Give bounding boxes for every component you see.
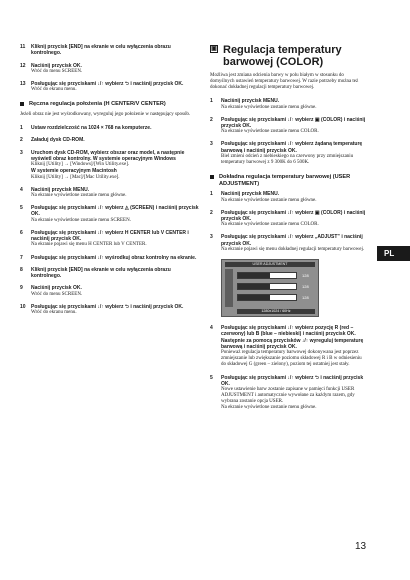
step-description: Na ekranie wyświetlone zostanie menu COLOR. (221, 222, 319, 228)
right-column (210, 44, 366, 418)
osd-level-bar (237, 283, 297, 290)
step-description: Wróć do menu SCREEN. (31, 291, 83, 297)
step-instruction: Kliknij przycisk [END] na ekranie w celu wyłączenia obrazu kontrolnego. (31, 266, 171, 280)
step-instruction: Uruchom dysk CD-ROM, wybierz obszar oraz model, a następnie wyświetl obraz kontrolny. W systemie operacyjnym Windows (31, 149, 185, 162)
step-description: Wróć do menu SCREEN. (31, 68, 83, 74)
step-instruction: Naciśnij przycisk MENU. (31, 186, 90, 193)
steps-list (20, 125, 202, 316)
section-intro: Możliwa jest zmiana odcienia barwy w polu białym w stosunku do domyślnych ustawień temperatury barwowej. W razie potrzeby można też dokonać dokładnej regulacji temperatury barwowej. (210, 73, 359, 91)
step-instruction: Posługując się przyciskami ↓/↑ wybierz ⮌ i naciśnij przycisk OK. (221, 374, 364, 387)
bullet-square-icon (210, 175, 214, 179)
step-number: 8 (20, 266, 23, 273)
steps-list (210, 325, 366, 411)
step-item (20, 187, 202, 199)
step-instruction: Posługując się przyciskami ↓/↑ wyśrodkuj obraz kontrolny na ekranie. (31, 254, 197, 261)
step-number: 2 (210, 116, 213, 123)
step-description: Na ekranie wyświetlone zostanie menu główne. (31, 193, 127, 199)
step-number: 4 (210, 325, 213, 332)
step-number: 5 (20, 205, 23, 212)
step-number: 12 (20, 62, 26, 69)
step-instruction: Posługując się przyciskami ↓/↑ wybierz H CENTER lub V CENTER i naciśnij przycisk OK. (31, 229, 189, 243)
step-item (20, 205, 202, 224)
color-icon: ▣ (211, 46, 217, 52)
step-instruction: Posługując się przyciskami ↓/↑ wybierz ⮌ i naciśnij przycisk OK. (31, 303, 184, 310)
step-number: 1 (210, 191, 213, 198)
step-number: 1 (20, 125, 23, 132)
step-number: 2 (20, 137, 23, 144)
step-instruction: Posługując się przyciskami ↓/↑ wybierz ▣ (COLOR) i naciśnij przycisk OK. (221, 116, 366, 129)
step-instruction: Ustaw rozdzielczość na 1024 × 768 na komputerze. (31, 125, 152, 132)
left-column (20, 44, 202, 322)
step-instruction: Kliknij przycisk [END] na ekranie w celu wyłączenia obrazu kontrolnego. (31, 44, 171, 57)
step-item (210, 98, 366, 110)
section-heading-adjust: Dokładna regulacja temperatury barwowej (USER ADJUSTMENT) (210, 174, 366, 187)
step-item (210, 210, 366, 229)
step-description: Na ekranie pojawi się menu dokładnej regulacji temperatury barwowej. (221, 247, 365, 252)
step-number: 4 (20, 186, 23, 193)
step-item (20, 137, 202, 143)
steps-list (210, 98, 366, 166)
step-description: Na ekranie wyświetlone zostanie menu główne. (221, 405, 317, 411)
step-item (20, 255, 202, 261)
step-instruction: Naciśnij przycisk MENU. (221, 191, 280, 198)
step-item (20, 44, 202, 57)
osd-header: USER ADJUSTMENT (225, 262, 315, 267)
step-instruction: Posługując się przyciskami ↓/↑ wybierz żądaną temperaturę barwową i naciśnij przycisk OK. (221, 141, 363, 154)
step-description: Biel zmieni odcień z niebieskiego na czerwony przy zmniejszaniu temperatury barwowej z 9 300K do 6 500K. (221, 153, 354, 166)
steps-list (210, 191, 366, 253)
step-item (20, 304, 202, 316)
osd-level-value: 128 (302, 273, 309, 279)
step-item (210, 375, 366, 412)
step-item (210, 234, 366, 253)
osd-level-fill (238, 273, 270, 278)
step-description: Na ekranie pojawi się menu H CENTER lub V CENTER. (31, 242, 147, 248)
step-instruction: Posługując się przyciskami ↓/↑ wybierz „ADJUST” i naciśnij przycisk OK. (221, 234, 363, 247)
step-instruction: Posługując się przyciskami ↓/↑ wybierz pozycję R (red – czerwony) lub B (blue – niebieski) i naciśnij przycisk OK. Następnie za pomocą przycisków ↓/↑ wyreguluj temperaturę barwową i naciśnij przycisk OK. (221, 325, 364, 350)
step-number: 5 (210, 374, 213, 381)
step-number: 1 (210, 98, 213, 105)
step-number: 9 (20, 285, 23, 292)
step-description: Wróć do ekranu menu. (31, 87, 77, 93)
page-number: 13 (355, 541, 367, 552)
step-number: 13 (20, 80, 26, 87)
section-heading-hv: Ręczna regulacja położenia (H CENTER/V CENTER) (20, 101, 202, 108)
step-number: 2 (210, 209, 213, 216)
step-instruction: Załaduj dysk CD-ROM. (31, 137, 85, 144)
step-instruction: Posługując się przyciskami ↓/↑ wybierz ▣ (COLOR) i naciśnij przycisk OK. (221, 209, 366, 223)
step-item (210, 117, 366, 136)
osd-menu-screenshot (221, 259, 319, 317)
osd-level-bar (237, 294, 297, 301)
step-number: 6 (20, 229, 23, 236)
step-number: 3 (20, 149, 23, 156)
step-description: Kliknij [Utility] → [Mac]/[Mac Utility.exe]. (31, 174, 120, 180)
step-number: 11 (20, 44, 26, 50)
step-description: Na ekranie wyświetlone zostanie menu SCREEN. (31, 217, 131, 223)
osd-level-value: 128 (302, 295, 309, 301)
step-item (20, 150, 202, 181)
step-instruction: Posługując się przyciskami ↓/↑ wybierz ◬ (SCREEN) i naciśnij przycisk OK. (31, 205, 199, 218)
step-description: Na ekranie wyświetlone zostanie menu główne. (221, 197, 317, 203)
step-item (20, 63, 202, 75)
osd-sidebar (225, 269, 233, 307)
step-instruction: W systemie operacyjnym Macintosh (31, 168, 117, 175)
step-description: Wróć do ekranu menu. (31, 310, 77, 316)
step-instruction: Naciśnij przycisk MENU. (221, 98, 280, 105)
osd-resolution: 1280x1024 / 60Hz (237, 309, 315, 314)
step-description: Kliknij [Utility] → [Windows]/[Win Utility.exe]. (31, 162, 130, 168)
step-description: Ponieważ regulacja temperatury barwowej dokonywana jest poprzez zmniejszanie lub zwiększanie poziomu składowej R i B w odniesieniu do składowej G (green – zielony), poziom tej ostatniej jest stały. (221, 350, 362, 368)
step-number: 3 (210, 234, 213, 241)
step-item (20, 230, 202, 249)
osd-level-fill (238, 284, 270, 289)
step-item (210, 325, 366, 368)
step-instruction: Posługując się przyciskami ↓/↑ wybierz ⮌ i naciśnij przycisk OK. (31, 80, 184, 87)
step-description: Na ekranie wyświetlone zostanie menu COLOR. (221, 129, 319, 135)
step-instruction: Naciśnij przycisk OK. (31, 62, 82, 69)
step-description: Nowe ustawienie barw zostanie zapisane w pamięci funkcji USER ADJUSTMENT i automatycznie wywołane za każdym razem, gdy wybrana zostanie opcja USER. (221, 387, 355, 405)
osd-level-value: 128 (302, 284, 309, 290)
step-number: 3 (210, 141, 213, 148)
step-number: 10 (20, 303, 26, 310)
section-intro: Jeżeli obraz nie jest wyśrodkowany, wyreguluj jego położenie w następujący sposób. (20, 111, 191, 117)
bullet-square-icon (20, 102, 24, 106)
step-number: 7 (20, 254, 23, 261)
step-item (20, 81, 202, 93)
step-item (210, 191, 366, 203)
language-tab: PL (377, 246, 410, 261)
step-item (20, 125, 202, 131)
page-title: ▣ Regulacja temperatury barwowej (COLOR) (211, 44, 342, 68)
osd-level-bar (237, 272, 297, 279)
step-instruction: Naciśnij przycisk OK. (31, 285, 82, 292)
step-item (20, 267, 202, 280)
osd-level-fill (238, 295, 270, 300)
step-item (210, 141, 366, 166)
step-item (20, 285, 202, 297)
step-description: Na ekranie wyświetlone zostanie menu główne. (221, 104, 317, 110)
steps-list (20, 44, 202, 93)
